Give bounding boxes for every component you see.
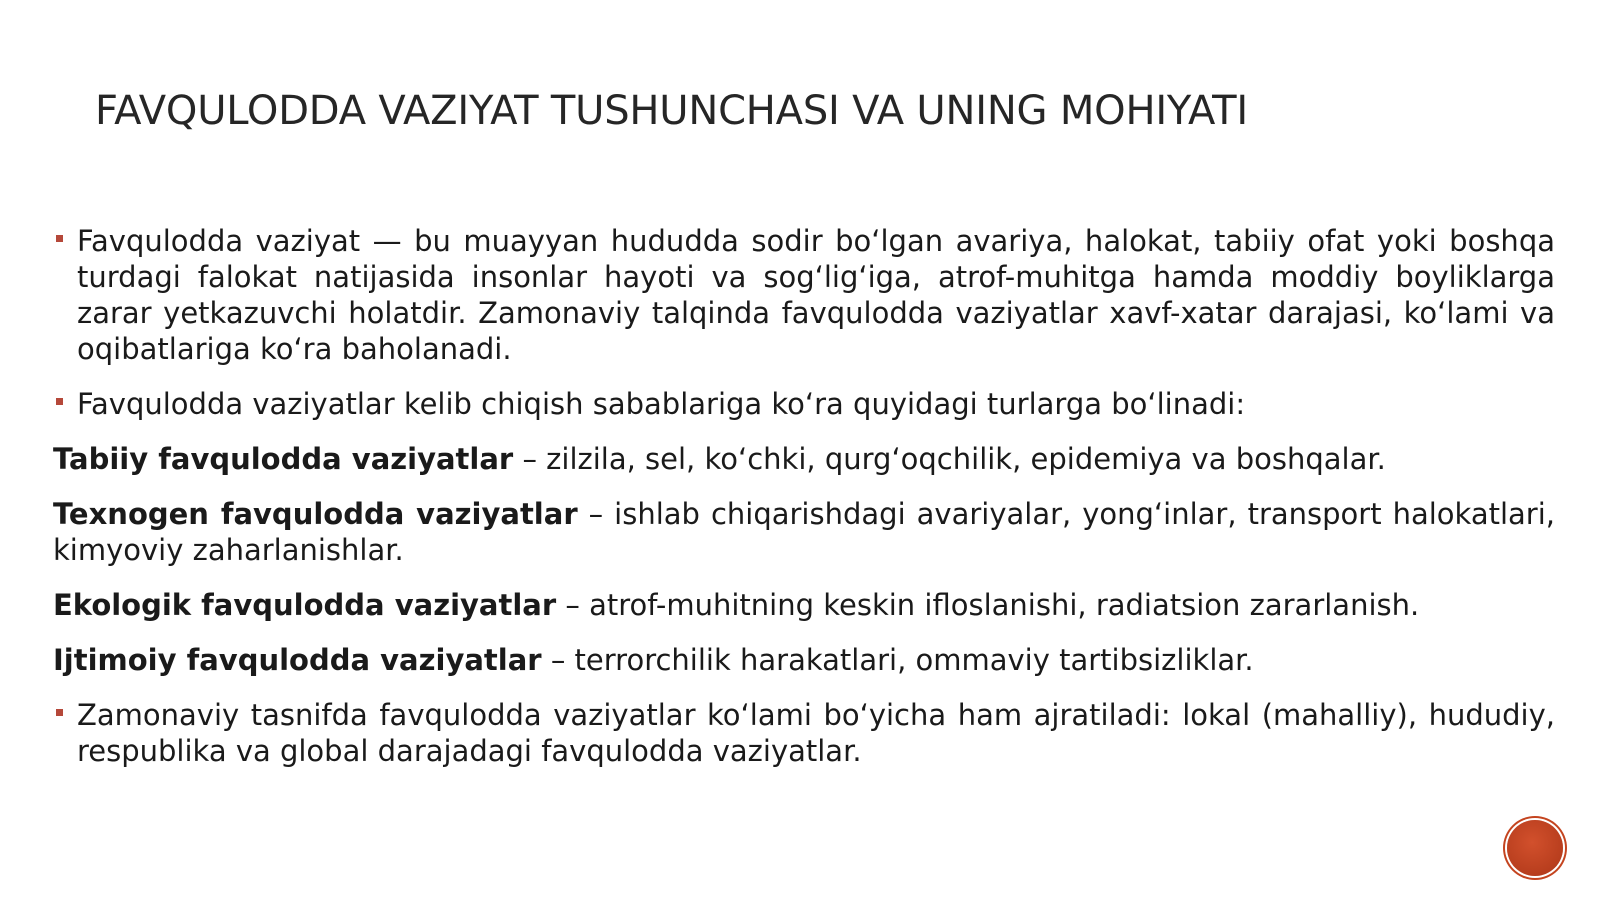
bullet-marker	[56, 235, 63, 242]
term-paragraph-ecological	[53, 587, 1555, 623]
term-paragraph-technogenic	[53, 496, 1555, 568]
term-description: – ishlab chiqarishdagi avariyalar, yongʻinlar, transport halokatlari, kimyoviy zaharlanishlar.	[53, 497, 1555, 567]
bullet-marker	[56, 709, 63, 716]
term-label: Ekologik favqulodda vaziyatlar	[53, 588, 557, 622]
slide-body	[53, 223, 1555, 788]
bullet-paragraph-scale	[53, 697, 1555, 769]
term-label: Texnogen favqulodda vaziyatlar	[53, 497, 578, 531]
paragraph-text: Favqulodda vaziyatlar kelib chiqish sabablariga koʻra quyidagi turlarga boʻlinadi:	[77, 387, 1246, 421]
bullet-paragraph-classification	[53, 386, 1555, 422]
term-description: – zilzila, sel, koʻchki, qurgʻoqchilik, epidemiya va boshqalar.	[513, 442, 1386, 476]
slide-title: FAVQULODDA VAZIYAT TUSHUNCHASI VA UNING MOHIYATI	[95, 88, 1248, 134]
term-paragraph-natural	[53, 441, 1555, 477]
term-paragraph-social	[53, 642, 1555, 678]
slide-nav-button[interactable]	[1507, 820, 1563, 876]
bullet-paragraph-definition	[53, 223, 1555, 367]
paragraph-text: Zamonaviy tasnifda favqulodda vaziyatlar koʻlami boʻyicha ham ajratiladi: lokal (mahalliy), hududiy, respublika va global darajadagi favqulodda vaziyatlar.	[77, 698, 1555, 768]
term-description: – atrof-muhitning keskin ifloslanishi, radiatsion zararlanish.	[556, 588, 1420, 622]
term-description: – terrorchilik harakatlari, ommaviy tartibsizliklar.	[541, 643, 1254, 677]
bullet-marker	[56, 398, 63, 405]
term-label: Ijtimoiy favqulodda vaziyatlar	[53, 643, 542, 677]
term-label: Tabiiy favqulodda vaziyatlar	[53, 442, 514, 476]
paragraph-text: Favqulodda vaziyat — bu muayyan hududda sodir boʻlgan avariya, halokat, tabiiy ofat yoki boshqa turdagi falokat natijasida insonlar hayoti va sogʻligʻiga, atrof-muhitga hamda moddiy boyliklarga zarar yetkazuvchi holatdir. Zamonaviy talqinda favqulodda vaziyatlar xavf-xatar darajasi, koʻlami va oqibatlariga koʻra baholanadi.	[77, 224, 1555, 366]
